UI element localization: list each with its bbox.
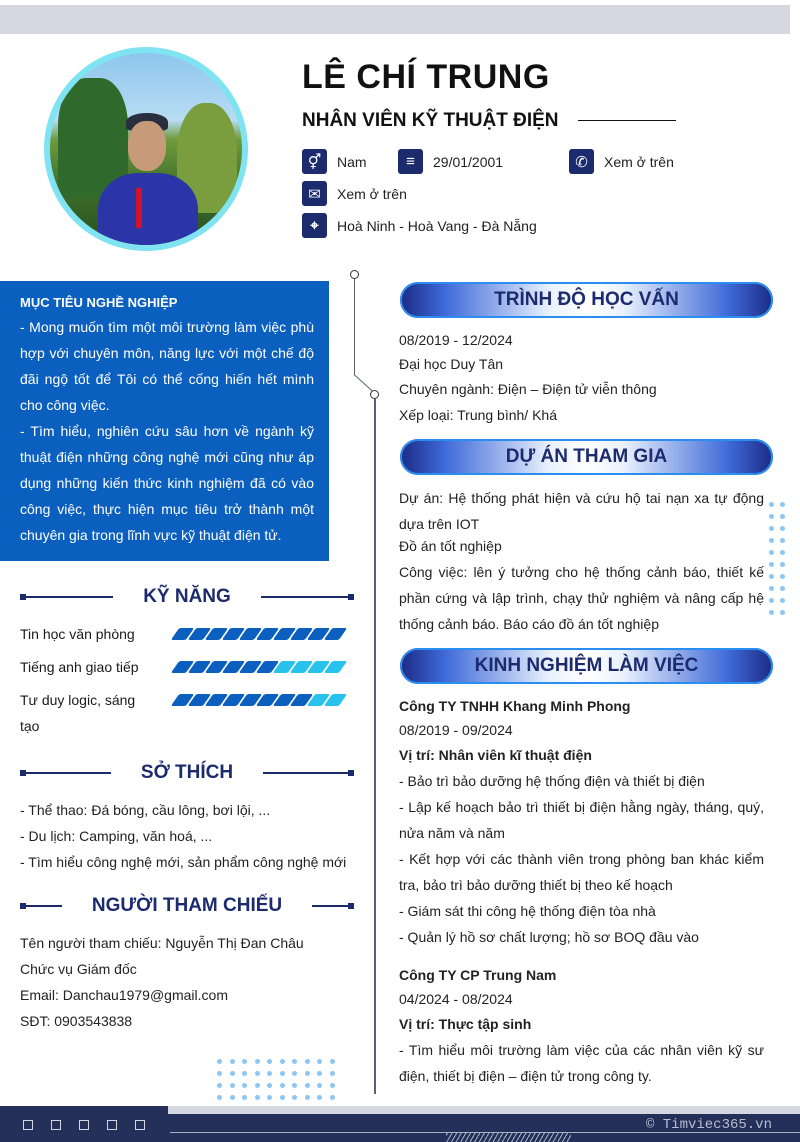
education-major: Chuyên ngành: Điện – Điện tử viễn thông [399,381,657,397]
objective-text-2: - Tìm hiểu, nghiên cứu sâu hơn về ngành kỹ thuật điện những công nghệ mới cũng như áp dụng những kiến thức kinh nghiệm đã có vào công việc, thực hiện mục tiêu trở thành một chuyên gia trong lĩnh vực kỹ thuật điện tử. [20,423,314,543]
profile-photo [50,53,242,245]
job-title: NHÂN VIÊN KỸ THUẬT ĐIỆN [302,110,559,131]
reference-phone: SĐT: 0903543838 [20,1013,133,1029]
watermark: © Timviec365.vn [645,1117,772,1133]
education-grade: Xếp loại: Trung bình/ Khá [399,407,557,423]
skill-row: Tư duy logic, sáng tạo [20,687,360,739]
contact-gender [302,149,367,174]
timeline-node [350,270,359,279]
contact-address [302,213,537,238]
decorative-dots [217,1059,335,1100]
top-decorative-bar [0,5,790,34]
job-task: - Quản lý hồ sơ chất lượng; hồ sơ BOQ đầu vào [399,929,699,945]
skill-level-bar [175,694,343,739]
reference-email: Email: Danchau1979@gmail.com [20,987,228,1003]
experience-heading: KINH NGHIỆM LÀM VIỆC [400,648,773,684]
contact-phone [569,149,674,174]
objective-title: MỤC TIÊU NGHỀ NGHIỆP [20,295,178,310]
phone-icon: ✆ [569,149,594,174]
hobby-item: - Du lịch: Camping, văn hoá, ... [20,828,213,844]
job-company: Công TY TNHH Khang Minh Phong [399,698,631,714]
phone-value: Xem ở trên [604,153,674,170]
job-task: - Giám sát thi công hệ thống điện tòa nhà [399,903,656,919]
square-icon [107,1120,117,1130]
square-icon [135,1120,145,1130]
square-icon [79,1120,89,1130]
footer-grey-strip [168,1106,800,1114]
job-task: - Tìm hiểu môi trường làm việc của các nhân viên kỹ sư điện, thiết bị điện – điện tử trong công ty. [399,1042,764,1084]
square-icon [51,1120,61,1130]
education-heading: TRÌNH ĐỘ HỌC VẤN [400,282,773,318]
hobby-item: - Thể thao: Đá bóng, cầu lông, bơi lội, ... [20,802,271,818]
email-icon: ✉ [302,181,327,206]
job-period: 04/2024 - 08/2024 [399,991,513,1007]
education-school: Đại học Duy Tân [399,356,504,372]
contact-email [302,181,407,206]
hobbies-heading: SỞ THÍCH [20,762,354,784]
skill-row: Tin học văn phòng [20,621,360,647]
timeline-line [354,279,355,375]
job-position: Vị trí: Nhân viên kĩ thuật điện [399,747,592,763]
objective-text-1: - Mong muốn tìm một môi trường làm việc phù hợp với chuyên môn, năng lực với một chế độ đãi ngộ tốt để Tôi có thể cống hiến hết mình cho công việc. [20,319,314,413]
skill-level-bar [175,661,343,680]
job-task: - Bảo trì bảo dưỡng hệ thống điện và thiết bị điện [399,773,705,789]
skill-level-bar [175,628,343,647]
reference-name: Tên người tham chiếu: Nguyễn Thị Đan Châu [20,935,304,951]
square-icon [23,1120,33,1130]
gender-value: Nam [337,153,367,170]
education-period: 08/2019 - 12/2024 [399,332,513,348]
footer-hatch [446,1133,571,1142]
decorative-dots [769,502,785,615]
contact-birthday [398,149,503,174]
birthday-cake-icon: ≡ [398,149,423,174]
job-company: Công TY CP Trung Nam [399,967,557,983]
birthday-value: 29/01/2001 [433,153,504,170]
gender-icon: ⚥ [302,149,327,174]
column-divider [374,399,376,1094]
hobby-item: - Tìm hiểu công nghệ mới, sản phẩm công nghệ mới [20,854,347,870]
location-pin-icon: ⌖ [302,213,327,238]
skill-row: Tiếng anh giao tiếp [20,654,360,680]
skills-heading: KỸ NĂNG [20,586,354,608]
address-value: Hoà Ninh - Hoà Vang - Đà Nẵng [337,217,537,234]
title-divider [578,120,676,121]
references-heading: NGƯỜI THAM CHIẾU [20,895,354,917]
footer-bar [0,1106,800,1142]
projects-heading: DỰ ÁN THAM GIA [400,439,773,475]
project-work: Công việc: lên ý tưởng cho hệ thống cảnh báo, thiết kế phần cứng và lập trình, chạy thử nghiệm và nâng cấp hệ thống cảnh báo. Báo cáo đồ án tốt nghiệp [399,564,764,632]
career-objective-box [0,281,329,561]
job-period: 08/2019 - 09/2024 [399,722,513,738]
timeline-node [370,390,379,399]
project-type: Đồ án tốt nghiệp [399,538,502,554]
job-task: - Kết hợp với các thành viên trong phòng ban khác kiểm tra, bảo trì bảo dưỡng thiết bị theo kế hoạch [399,851,764,893]
candidate-name: LÊ CHÍ TRUNG [302,58,550,96]
reference-position: Chức vụ Giám đốc [20,961,137,977]
job-position: Vị trí: Thực tập sinh [399,1016,532,1032]
project-name: Dự án: Hệ thống phát hiện và cứu hộ tai nạn xa tự động dựa trên IOT [399,490,764,532]
job-task: - Lập kế hoạch bảo trì thiết bị điện hằng ngày, tháng, quý, nửa năm và năm [399,799,764,841]
email-value: Xem ở trên [337,185,407,202]
timeline-diagonal [354,374,374,392]
avatar [44,47,248,251]
